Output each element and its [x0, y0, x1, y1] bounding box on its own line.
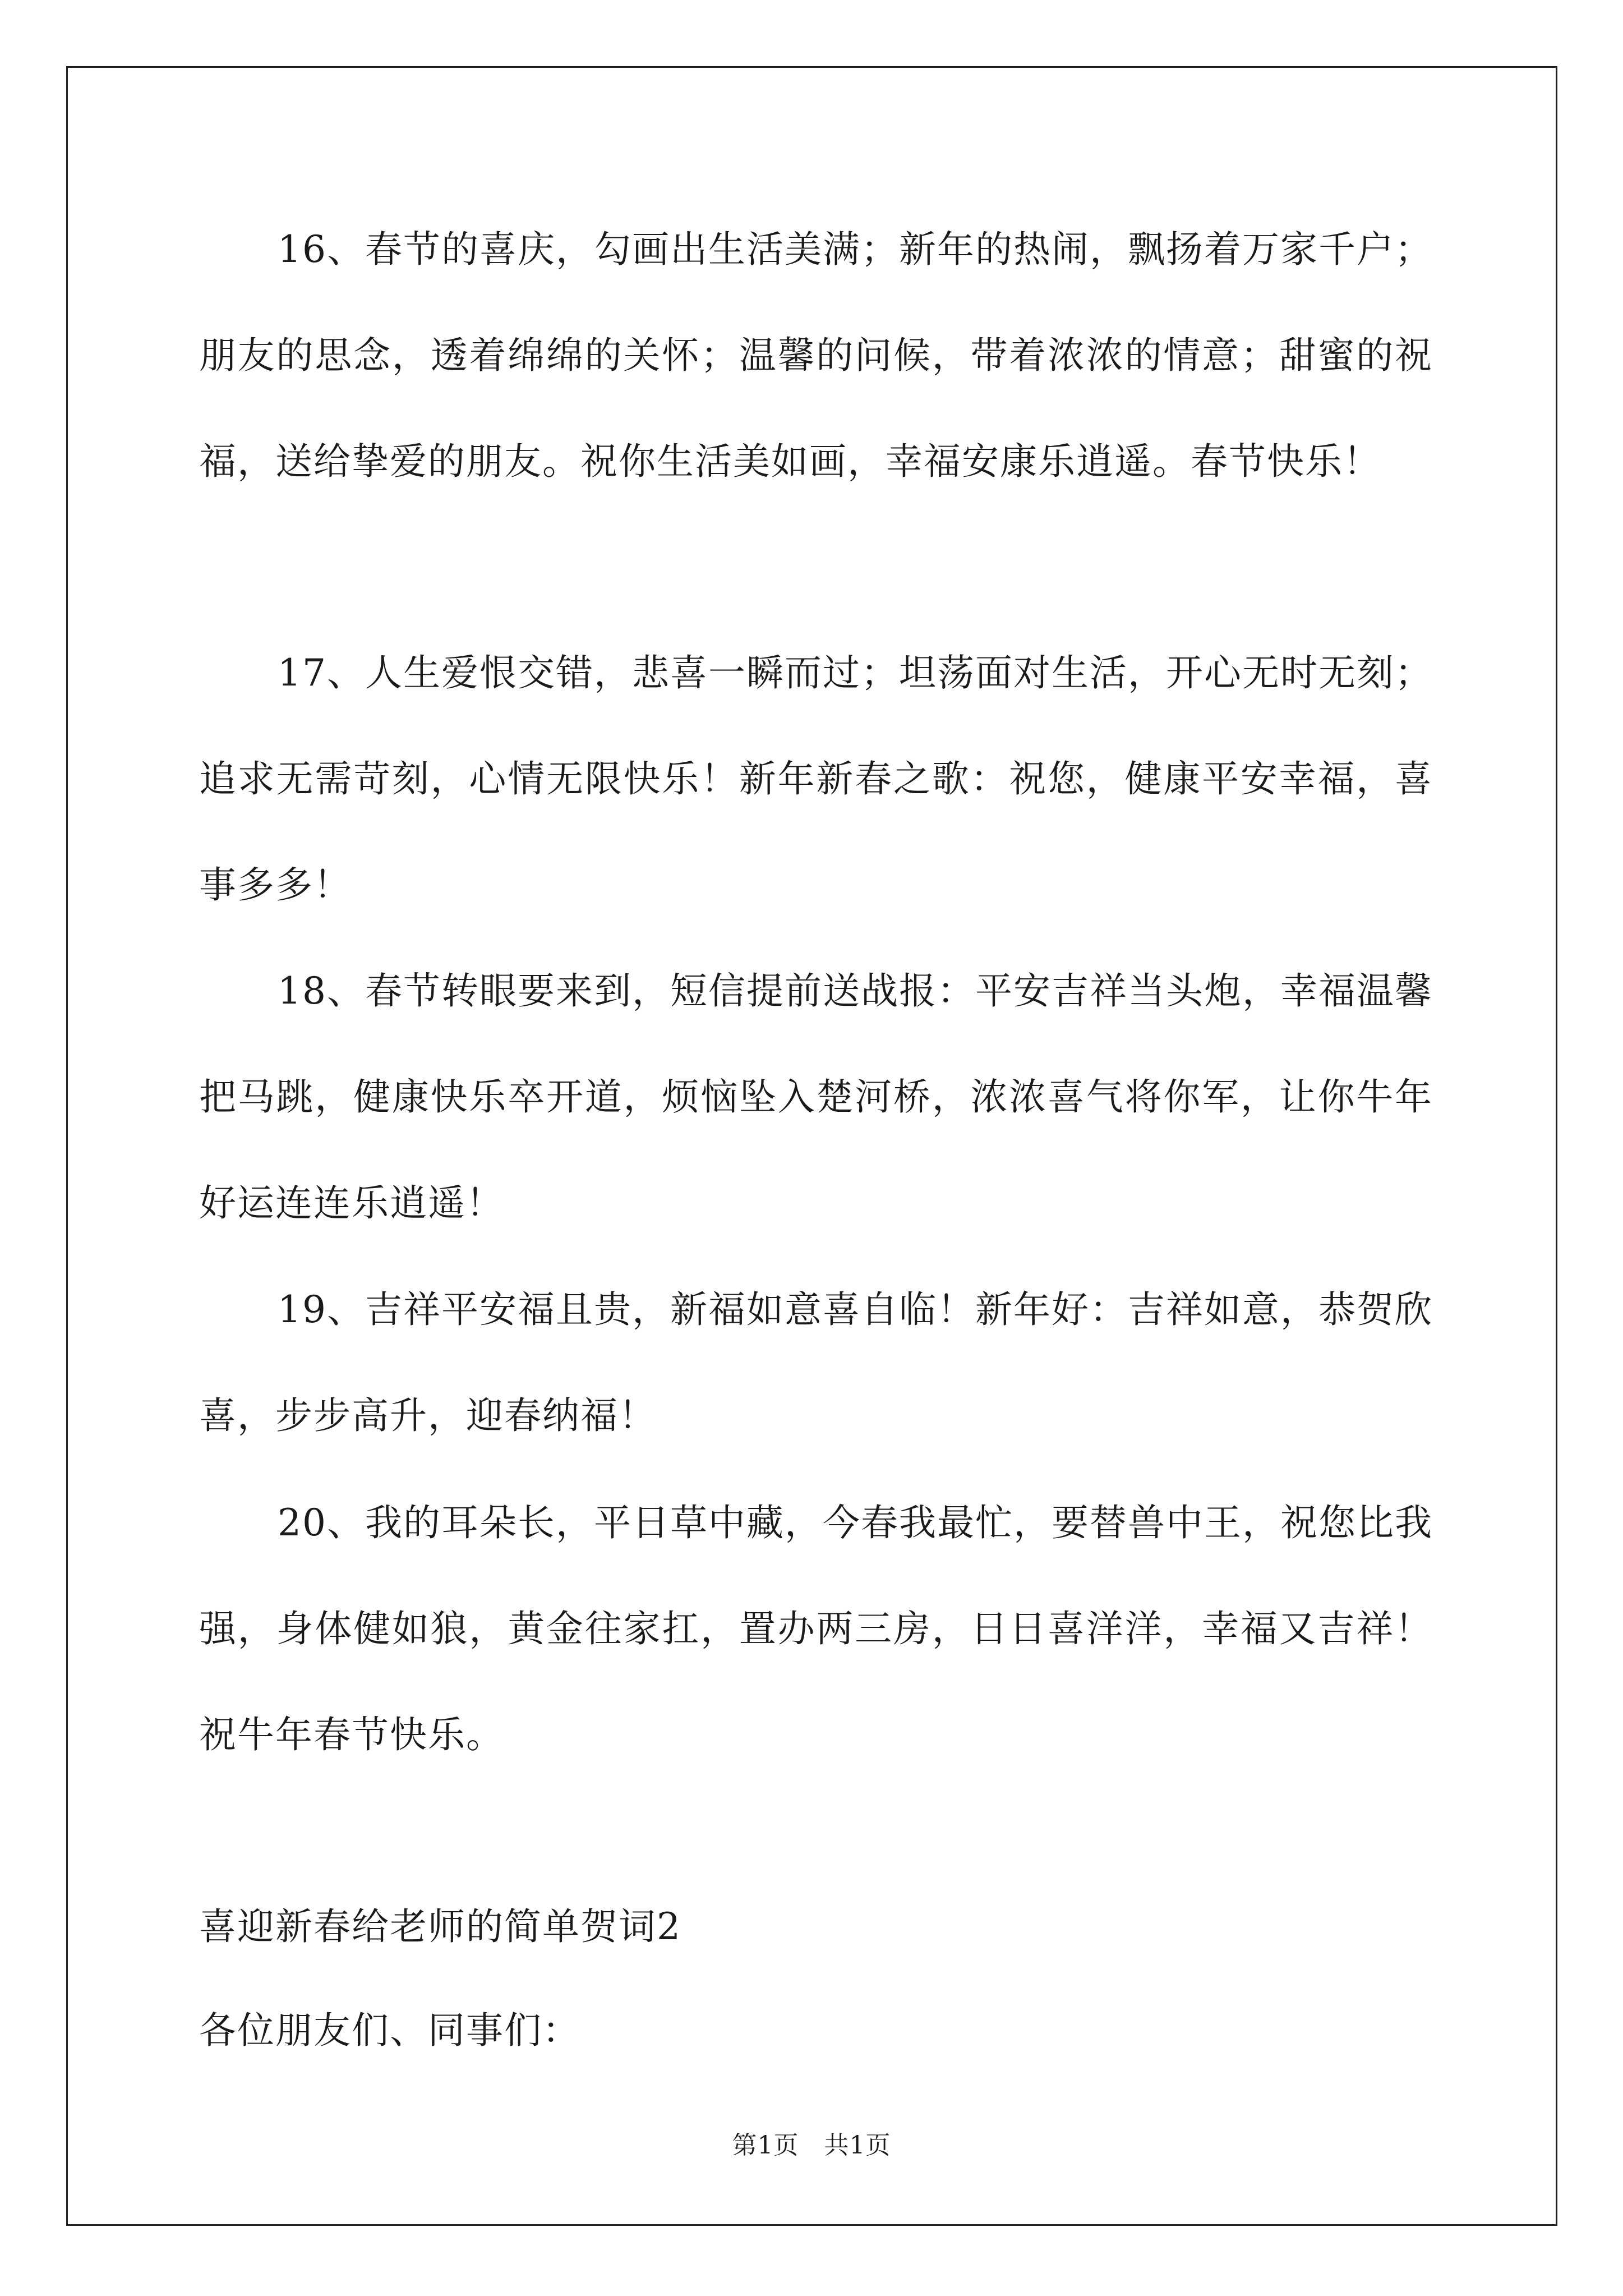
page-footer: 第1页 共1页	[732, 2131, 891, 2160]
salutation: 各位朋友们、同事们：	[199, 2009, 580, 2052]
section-heading: 喜迎新春给老师的简单贺词2	[199, 1905, 681, 1948]
paragraph-20: 20、我的耳朵长，平日草中藏，今春我最忙，要替兽中王，祝您比我强，身体健如狼，黄金往家扛，置办两三房，日日喜洋洋，幸福又吉祥！祝牛年春节快乐。	[199, 1501, 1433, 1756]
paragraph-17: 17、人生爱恨交错，悲喜一瞬而过；坦荡面对生活，开心无时无刻；追求无需苛刻，心情无限快乐！新年新春之歌：祝您，健康平安幸福，喜事多多！	[199, 651, 1433, 907]
paragraph-19: 19、吉祥平安福且贵，新福如意喜自临！新年好：吉祥如意，恭贺欣喜，步步高升，迎春纳福！	[199, 1288, 1433, 1437]
paragraph-18: 18、春节转眼要来到，短信提前送战报：平安吉祥当头炮，幸福温馨把马跳，健康快乐卒开道，烦恼坠入楚河桥，浓浓喜气将你军，让你牛年好运连连乐逍遥！	[199, 969, 1433, 1225]
paragraph-16: 16、春节的喜庆，勾画出生活美满；新年的热闹，飘扬着万家千户；朋友的思念，透着绵绵的关怀；温馨的问候，带着浓浓的情意；甜蜜的祝福，送给挚爱的朋友。祝你生活美如画，幸福安康乐逍遥。春节快乐！	[199, 228, 1433, 483]
